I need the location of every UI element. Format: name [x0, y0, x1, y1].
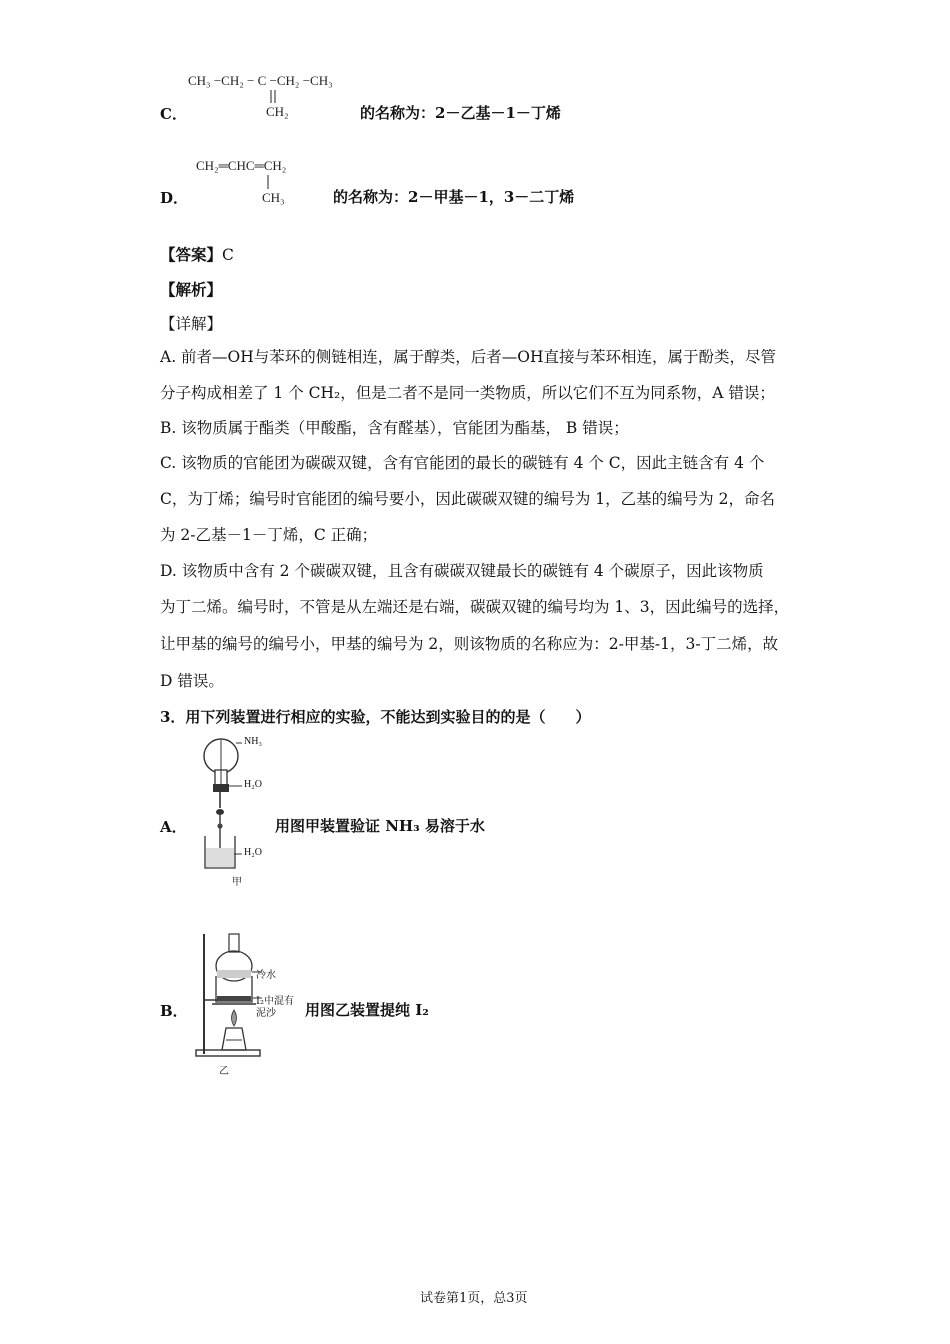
label-cold-water: 冷水: [256, 970, 276, 981]
q-option-b-text: 用图乙装置提纯 I₂: [305, 1001, 429, 1019]
apparatus-jia-figure: [196, 734, 276, 890]
explanation-line: 分子构成相差了 1 个 CH₂，但是二者不是同一类物质，所以它们不互为同系物，A 错误；: [160, 384, 775, 402]
option-c-formula-main: CH₃ −CH₂ − C −CH₂ −CH₃: [188, 73, 333, 88]
explanation-line: 让甲基的编号的编号小，甲基的编号为 2，则该物质的名称应为：2-甲基-1，3-丁二烯，故: [160, 635, 779, 653]
explanation-line: C，为丁烯；编号时官能团的编号要小，因此碳碳双键的编号为 1，乙基的编号为 2，命名: [160, 490, 775, 508]
page-footer: 试卷第1页，总3页: [420, 1291, 528, 1306]
label-iodine-1: I₂中混有: [256, 996, 294, 1007]
option-c-double-bond: [268, 89, 278, 105]
explanation-line: A. 前者—OH与苯环的侧链相连，属于醇类，后者—OH直接与苯环相连，属于酚类，尽管: [160, 348, 776, 366]
question-3: 3．用下列装置进行相应的实验，不能达到实验目的的是（ ）: [160, 708, 591, 726]
answer-line: [160, 244, 234, 266]
stopper: [213, 784, 229, 792]
option-c-formula-sub: CH₂: [266, 104, 289, 119]
stand-base: [196, 1050, 260, 1056]
option-d-letter: D．: [160, 189, 189, 207]
explanation-line: 为 2-乙基－1－丁烯，C 正确；: [160, 526, 378, 544]
option-c-name: 的名称为：2－乙基－1－丁烯: [360, 104, 561, 122]
label-iodine-2: 泥沙: [256, 1008, 276, 1019]
q-option-a-text: 用图甲装置验证 NH₃ 易溶于水: [275, 817, 485, 835]
explanation-line: B. 该物质属于酯类（甲酸酯，含有醛基），官能团为酯基， B 错误；: [160, 419, 629, 437]
analysis-label: 【解析】: [160, 280, 223, 299]
option-c-letter: C．: [160, 105, 187, 123]
q-option-b-letter: B．: [160, 1002, 188, 1020]
explanation-line: D. 该物质中含有 2 个碳碳双键，且含有碳碳双键最长的碳链有 4 个碳原子，因此该物质: [160, 562, 764, 580]
label-h2o-bottom: H₂O: [244, 847, 262, 858]
explanation-line: D 错误。: [160, 672, 224, 690]
q-option-a-letter: A．: [160, 818, 187, 836]
detail-label: 【详解】: [160, 315, 223, 333]
option-d-name: 的名称为：2－甲基－1，3－二丁烯: [333, 188, 575, 206]
label-h2o-top: H₂O: [244, 779, 262, 790]
explanation-line: C. 该物质的官能团为碳碳双键，含有官能团的最长的碳链有 4 个 C，因此主链含有 4 个: [160, 454, 765, 472]
option-d-formula-sub: CH₃: [262, 190, 285, 205]
alcohol-lamp: [222, 1028, 246, 1050]
option-d-formula-main: CH₂═CHC═CH₂: [196, 158, 287, 173]
answer-label: 【答案】: [160, 245, 223, 264]
caption-jia: 甲: [232, 877, 242, 888]
answer-value: C: [222, 246, 234, 264]
option-d-single-bond: [265, 174, 271, 190]
label-nh3: NH₃: [244, 736, 262, 747]
caption-yi: 乙: [219, 1066, 229, 1077]
explanation-line: 为丁二烯。编号时，不管是从左端还是右端，碳碳双键的编号均为 1、3，因此编号的选择，: [160, 598, 790, 616]
